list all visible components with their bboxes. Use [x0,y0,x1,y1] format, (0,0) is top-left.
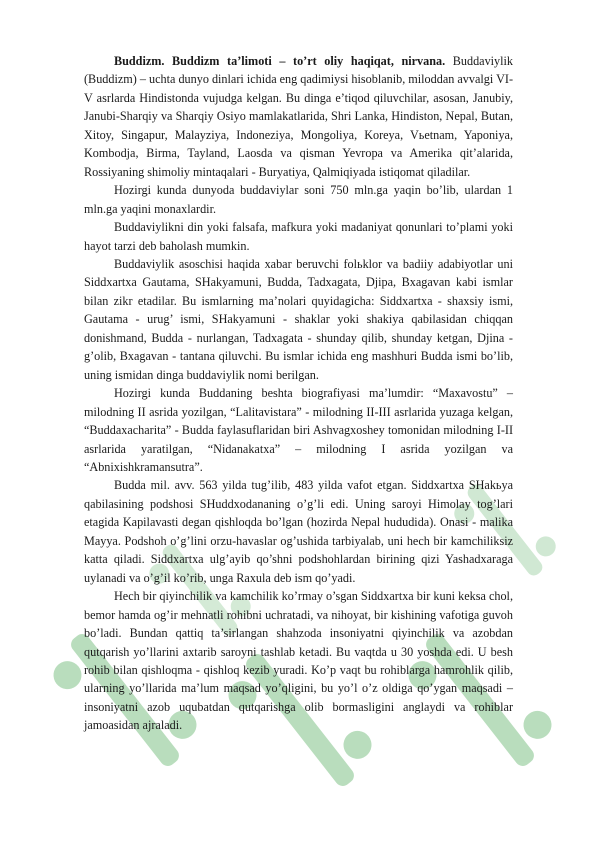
section-heading: Buddizm. Buddizm ta’limoti – to’rt oliy haqiqat, nirvana. [114,54,446,68]
paragraph-1 [84,52,513,181]
paragraph-7: Hech bir qiyinchilik va kamchilik ko’rmay o’sgan Siddxartxa bir kuni keksa chol, bemor hamda og’ir mehnatli rohibni uchratadi, va nihoyat, bir kishining vafotiga guvoh bo’ladi. Bundan qattiq ta’sirlangan shahzoda insoniyatni qiyinchilik va azobdan qutqarish yo’llarini axtarib saroyni tashlab ketadi. Bu vaqtda u 30 yoshda edi. U besh rohib bilan qishloqma - qishloq kezib yuradi. Ko’p vaqt bu rohiblarga hamrohlik qilib, ularning yo’llarida ma’lum maqsad yo’qligini, bu yo’l o’z oldiga qo’ygan maqsadi – insoniyatni azob uqubatdan qutqarishga olib bormasligini anglaydi va rohiblar jamoasidan ajraladi. [84,589,513,733]
paragraph-5: Hozirgi kunda Buddaning beshta biografiyasi ma’lumdir: “Maxavostu” – milodning II asrida yozilgan, “Lalitavistara” - milodning II-III asrlarida yuzaga kelgan, “Buddaxacharita” - Budda faylasuflaridan biri Ashvagxoshey tomonidan milodning I-II asrlarida yaratilgan, “Nidanakatxa” – milodning I asrida yozilgan va “Abnixishkramansutra”. [84,386,513,474]
paragraph-1-text: Buddaviylik (Buddizm) – uchta dunyo dinlari ichida eng qadimiysi hisoblanib, miloddan avvalgi VI-V asrlarda Hindistonda vujudga kelgan. Bu dinga e’tiqod qiluvchilar, asosan, Janubiy, Janubi-Sharqiy va Sharqiy Osiyo mamlakatlarida, Shri Lanka, Hindiston, Nepal, Butan, Xitoy, Singapur, Malayziya, Indoneziya, Mongoliya, Koreya, Vьetnam, Yaponiya, Kombodja, Birma, Tayland, Laosda va qisman Yevropa va Amerika qit’alarida, Rossiyaning shimoliy mintaqalari - Buryatiya, Qalmiqiyada istiqomat qiladilar. [84,54,514,179]
document-body [84,52,513,735]
paragraph-6: Budda mil. avv. 563 yilda tug’ilib, 483 yilda vafot etgan. Siddxartxa SHakьya qabilasining podshosi SHuddxodananing o’g’li edi. Uning saroyi Himolay tog’lari etagida Kapilavasti degan qishloqda bo’lgan (hozirda Nepal hududida). Onasi - malika Mayya. Podshoh o’g’lini orzu-havaslar og’ushida tarbiyalab, uni hech bir kamchiliksiz katta qiladi. Siddxartxa ulg’ayib qo’shni podshohlardan birining qizi Yashadxaraga uylanadi va o’g’il ko’rib, unga Raxula deb ism qo’yadi. [84,478,513,585]
paragraph-4: Buddaviylik asoschisi haqida xabar beruvchi folьklor va badiiy adabiyotlar uni Siddxartxa Gautama, SHakyamuni, Budda, Tadxagata, Djipa, Bxagavan kabi ismlar bilan zikr etadilar. Bu ismlarning ma’nolari quyidagicha: Siddxartxa - shaxsiy ismi, Gautama - urug’ ismi, SHakyamuni - shaklar yoki shakiya qabilasidan chiqqan donishmand, Budda - nurlangan, Tadxagata - shunday qilib, shunday ketgan, Djina - g’olib, Bxagavan - tantana qiluvchi. Bu ismlar ichida eng mashhuri Budda ismi bo’lib, uning ismidan dinga buddaviylik nomi berilgan. [84,256,513,382]
paragraph-3: Buddaviylikni din yoki falsafa, mafkura yoki madaniyat qonunlari to’plami yoki hayot tarzi deb baholash mumkin. [84,220,513,253]
paragraph-2: Hozirgi kunda dunyoda buddaviylar soni 750 mln.ga yaqin bo’lib, ulardan 1 mln.ga yaqini monaxlardir. [84,183,513,216]
